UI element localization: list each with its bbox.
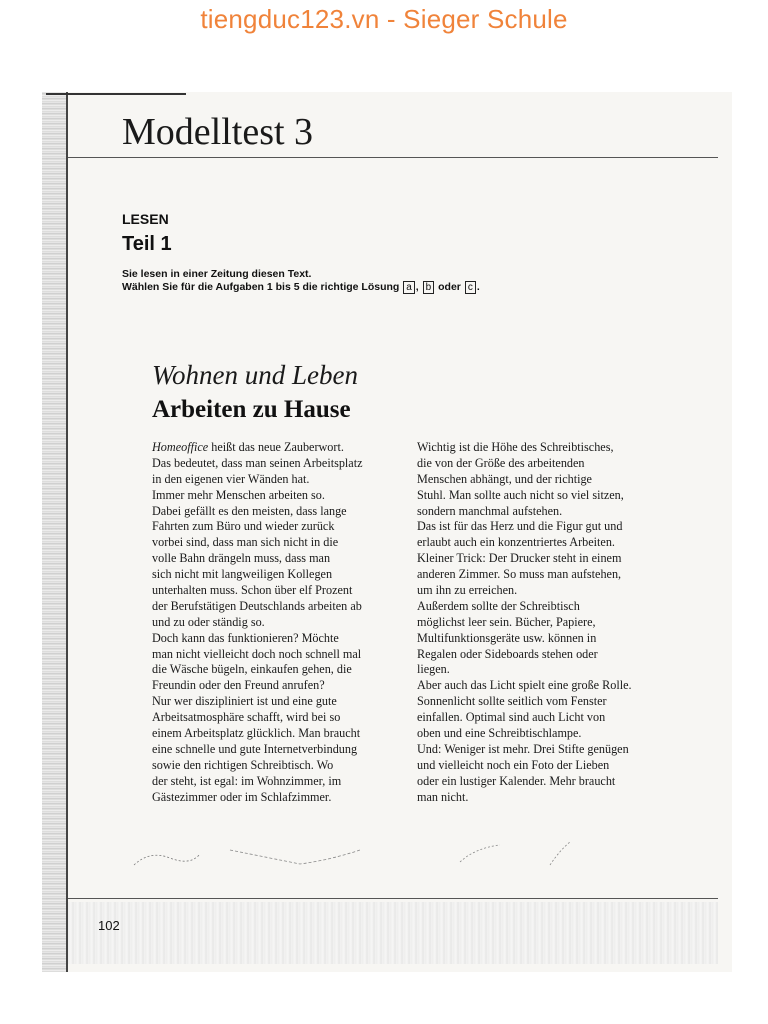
- page-title: Modelltest 3: [122, 111, 314, 153]
- article-line: liegen.: [417, 662, 450, 677]
- instruction-line-1: Sie lesen in einer Zeitung diesen Text.: [122, 268, 312, 280]
- article-line: Nur wer diszipliniert ist und eine gute: [152, 694, 337, 709]
- article-line: sich nicht mit langweiligen Kollegen: [152, 567, 333, 582]
- binding-edge-line: [66, 92, 68, 972]
- article-line: volle Bahn drängeln muss, dass man: [152, 551, 331, 566]
- article-line: in den eigenen vier Wänden hat.: [152, 471, 310, 486]
- article-line: möglichst leer sein. Bücher, Papiere,: [417, 614, 596, 629]
- article-line: um ihn zu erreichen.: [417, 583, 518, 598]
- top-corner-rule: [46, 93, 186, 95]
- instruction-line-2: [122, 281, 480, 294]
- article-line: der steht, ist egal: im Wohnzimmer, im: [152, 773, 342, 788]
- article-line: oder ein lustiger Kalender. Mehr braucht: [417, 773, 616, 788]
- article-line: und vielleicht noch ein Foto der Lieben: [417, 757, 610, 772]
- article-line: Wichtig ist die Höhe des Schreibtisches,: [417, 440, 614, 454]
- article-title: Arbeiten zu Hause: [152, 396, 351, 423]
- article-line: Aber auch das Licht spielt eine große Rolle.: [417, 678, 632, 693]
- article-line: Das ist für das Herz und die Figur gut und: [417, 519, 623, 534]
- article-line: man nicht vielleicht doch noch schnell mal: [152, 646, 362, 661]
- article-line: sowie den richtigen Schreibtisch. Wo: [152, 757, 334, 772]
- article-line: oben und eine Schreibtischlampe.: [417, 726, 582, 741]
- article-line: Fahrten zum Büro und wieder zurück: [152, 519, 335, 534]
- article-column-right: [417, 440, 632, 805]
- article-line: sondern manchmal aufstehen.: [417, 503, 563, 518]
- article-line: die Wäsche bügeln, einkaufen gehen, die: [152, 662, 352, 677]
- article-line: vorbei sind, dass man sich nicht in die: [152, 535, 339, 550]
- article-line: erlaubt auch ein konzentriertes Arbeiten.: [417, 535, 615, 550]
- article-line: Regalen oder Sideboards stehen oder: [417, 646, 598, 661]
- option-box-a: a: [403, 281, 415, 294]
- page-number: 102: [98, 918, 120, 933]
- article-line: Immer mehr Menschen arbeiten so.: [152, 487, 325, 502]
- article-line: anderen Zimmer. So muss man aufstehen,: [417, 567, 622, 582]
- word-or: oder: [438, 281, 461, 293]
- sentence-period: .: [476, 281, 480, 293]
- article-line: einem Arbeitsplatz glücklich. Man braucht: [152, 726, 361, 741]
- option-box-c: c: [465, 281, 476, 294]
- article-line: unterhalten muss. Schon über elf Prozent: [152, 583, 353, 598]
- article-line: Sonnenlicht sollte seitlich vom Fenster: [417, 694, 607, 709]
- article-line: eine schnelle und gute Internetverbindung: [152, 741, 358, 756]
- article-line: Dabei gefällt es den meisten, dass lange: [152, 503, 347, 518]
- part-heading: Teil 1: [122, 233, 172, 255]
- article-line: Das bedeutet, dass man seinen Arbeitsplatz: [152, 455, 363, 470]
- article-line: Stuhl. Man sollte auch nicht so viel sitzen,: [417, 487, 624, 502]
- article-line: und zu oder ständig so.: [152, 614, 265, 629]
- article-column-left: [152, 440, 363, 805]
- title-divider: [68, 157, 718, 158]
- article-line: man nicht.: [417, 789, 469, 804]
- footer-divider: [68, 898, 718, 899]
- article-line: Multifunktionsgeräte usw. können in: [417, 630, 597, 645]
- option-box-b: b: [423, 281, 435, 294]
- article-line: Außerdem sollte der Schreibtisch: [417, 598, 580, 613]
- article-line: die von der Größe des arbeitenden: [417, 455, 585, 470]
- article-line: Arbeitsatmosphäre schafft, wird bei so: [152, 710, 341, 725]
- watermark-text: tiengduc123.vn - Sieger Schule: [200, 4, 568, 34]
- article-line: Freundin oder den Freund anrufen?: [152, 678, 325, 693]
- article-line: Doch kann das funktionieren? Möchte: [152, 630, 339, 645]
- article-line: Gästezimmer oder im Schlafzimmer.: [152, 789, 332, 804]
- article-line: Menschen abhängt, und der richtige: [417, 471, 592, 486]
- article-line: Homeoffice heißt das neue Zauberwort.: [152, 440, 344, 454]
- homeoffice-word: Homeoffice: [152, 440, 209, 454]
- article-line: Kleiner Trick: Der Drucker steht in einem: [417, 551, 622, 566]
- article-line: Und: Weniger ist mehr. Drei Stifte genügen: [417, 741, 629, 756]
- article-line: der Berufstätigen Deutschlands arbeiten ab: [152, 598, 362, 613]
- footer-scan-noise: [68, 902, 718, 964]
- pencil-scribbles: [130, 820, 600, 880]
- instruction-text: Wählen Sie für die Aufgaben 1 bis 5 die richtige Lösung: [122, 281, 400, 293]
- book-binding-shadow: [42, 92, 68, 972]
- article-kicker: Wohnen und Leben: [152, 360, 358, 390]
- comma-separator: ,: [415, 281, 419, 293]
- article-line: einfallen. Optimal sind auch Licht von: [417, 710, 606, 725]
- section-label: LESEN: [122, 211, 169, 227]
